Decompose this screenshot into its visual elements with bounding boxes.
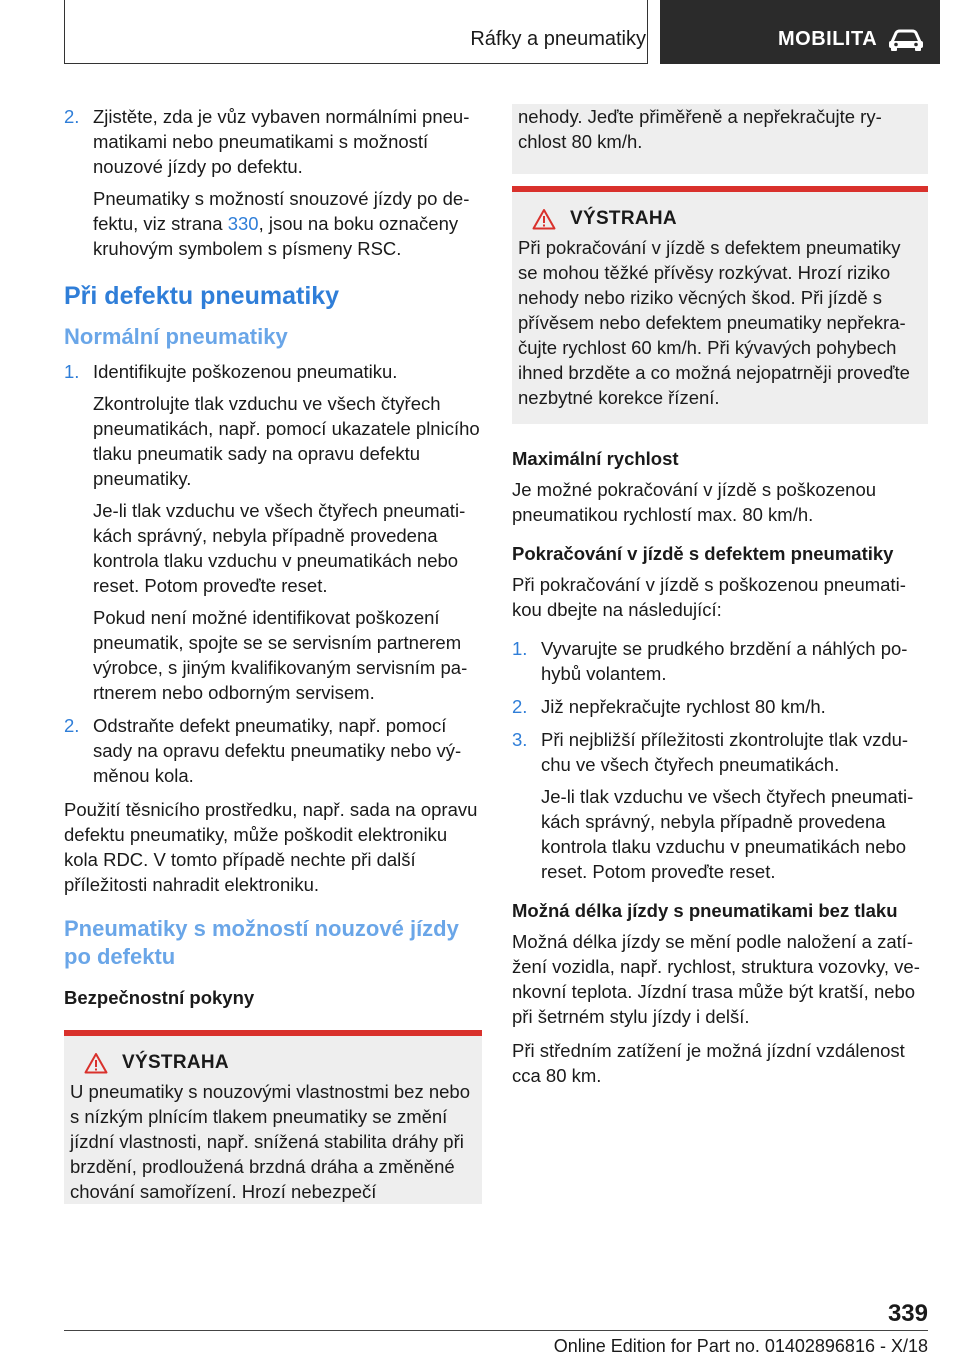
list-item [512,636,928,686]
warning-box-trailer [512,186,928,424]
list-item [512,727,928,884]
heading-tire-damage: Při defektu pneumatiky [64,282,340,310]
warning-header [518,206,922,231]
footer-edition: Online Edition for Part no. 01402896816 - X/18 [553,1336,928,1356]
step-text: Je-li tlak vzduchu ve všech čtyřech pneumatikách správný, nebyla případně provedena kontrola tlaku vzduchu v pneumatikách nebo reset. Potom proveďte reset. [93,500,466,596]
list-item [64,359,482,705]
header-tab-label: MOBILITA [778,28,878,50]
step-text: Pokud není možné identifikovat poškození pneumatik, spojte se se servisním partnerem výrobce, s jiným kvalifikovaným servisním partnerem nebo odborným servisem. [93,607,468,703]
intro-steps [64,104,482,261]
page-reference-link[interactable]: 330 [227,213,259,234]
continue-driving-text: Při pokračování v jízdě s poškozenou pneumatikou dbejte na následující: [512,574,906,620]
heading-runflat-tires: Pneumatiky s možností nouzové jízdy po defektu [64,916,459,969]
left-column [64,104,482,1204]
text-run: , jsou na boku označeny kruhovým symbolem s písmeny RSC. [93,213,459,259]
normal-tire-steps [64,359,482,788]
step-text: Při nejbližší příležitosti zkontrolujte tlak vzduchu ve všech čtyřech pneumatikách. [541,729,909,775]
header-tab-mobilita[interactable] [660,0,940,64]
warning-box-continued [512,104,928,174]
warning-header [70,1050,476,1075]
warning-box [64,1030,482,1204]
step-text: Vyvarujte se prudkého brzdění a náhlých pohybů volantem. [541,638,908,684]
range-text: Možná délka jízdy se mění podle naložení a zatížení vozidla, např. rychlost, struktura vozovky, venkovní teplota. Jízdní trasa může být kratší, nebo při šetrném stylu jízdy i delší. [512,931,920,1027]
step-number: 1. [512,638,528,659]
step-text: Odstraňte defekt pneumatiky, např. pomocí sady na opravu defektu pneumatiky nebo výměnou kola. [93,715,462,786]
step-number: 1. [64,361,80,382]
warning-triangle-icon [84,1052,108,1074]
range-distance-text: Při středním zatížení je možná jízdní vzdálenost cca 80 km. [512,1040,905,1086]
step-text: Identifikujte poškozenou pneumatiku. [93,361,398,382]
step-text: Zkontrolujte tlak vzduchu ve všech čtyřech pneumatikách, např. pomocí ukazatele plnicího tlaku pneumatik sady na opravu defektu pneumatiky. [93,393,480,489]
runflat-reference-paragraph [93,186,482,261]
list-item [64,104,482,261]
list-item [512,694,928,719]
text-run: Pneumatiky s možností snouzové jízdy po defektu, viz strana [93,188,470,234]
warning-text: U pneumatiky s nouzovými vlastnostmi bez nebo s nízkým plnícím tlakem pneumatiky se změní jízdní vlastnosti, např. snížená stabilita dráhy při brzdění, prodloužená brzdná dráha a změněné chování samořízení. Hrozí nebezpečí [70,1081,470,1202]
step-text: Zjistěte, zda je vůz vybaven normálními pneumatikami nebo pneumatikami s možností nouzové jízdy po defektu. [93,106,470,177]
heading-safety-notes: Bezpečnostní pokyny [64,987,255,1008]
warning-triangle-icon [532,208,556,230]
page-number: 339 [887,1300,928,1327]
warning-title: VÝSTRAHA [122,1052,229,1073]
heading-max-speed: Maximální rychlost [512,448,679,469]
warning-text: Při pokračování v jízdě s defektem pneumatiky se mohou těžké přívěsy rozkývat. Hrozí riziko nehody nebo riziko věcných škod. Při jízdě s přívěsem nebo defektem pneumatiky nepřekračujte rychlost 60 km/h. Při kývavých pohybech ihned brzděte a co možná nejopatrněji proveďte nezbytné korekce řízení. [518,237,910,408]
step-number: 3. [512,729,528,750]
car-icon [886,28,926,52]
sealant-note: Použití těsnicího prostředku, např. sada na opravu defektu pneumatiky, může poškodit elektroniku kola RDC. V tomto případě nechte při další příležitosti nahradit elektroniku. [64,799,478,895]
step-text: Je-li tlak vzduchu ve všech čtyřech pneumatikách správný, nebyla případně provedena kontrola tlaku vzduchu v pneumatikách nebo reset. Potom proveďte reset. [541,786,914,882]
step-number: 2. [64,106,80,127]
step-number: 2. [512,696,528,717]
footer-divider [64,1330,928,1331]
heading-normal-tires: Normální pneumatiky [64,324,288,349]
header-section-title: Ráfky a pneumatiky [470,28,646,50]
right-column [512,104,928,1097]
step-number: 2. [64,715,80,736]
warning-text-continued: nehody. Jeďte přiměřeně a nepřekračujte rychlost 80 km/h. [518,106,882,152]
list-item [64,713,482,788]
heading-range-no-pressure: Možná délka jízdy s pneumatikami bez tlaku [512,900,898,921]
step-text: Již nepřekračujte rychlost 80 km/h. [541,696,826,717]
continue-driving-steps [512,636,928,884]
warning-title: VÝSTRAHA [570,208,677,229]
heading-continue-driving: Pokračování v jízdě s defektem pneumatiky [512,543,894,564]
max-speed-text: Je možné pokračování v jízdě s poškozenou pneumatikou rychlostí max. 80 km/h. [512,479,877,525]
